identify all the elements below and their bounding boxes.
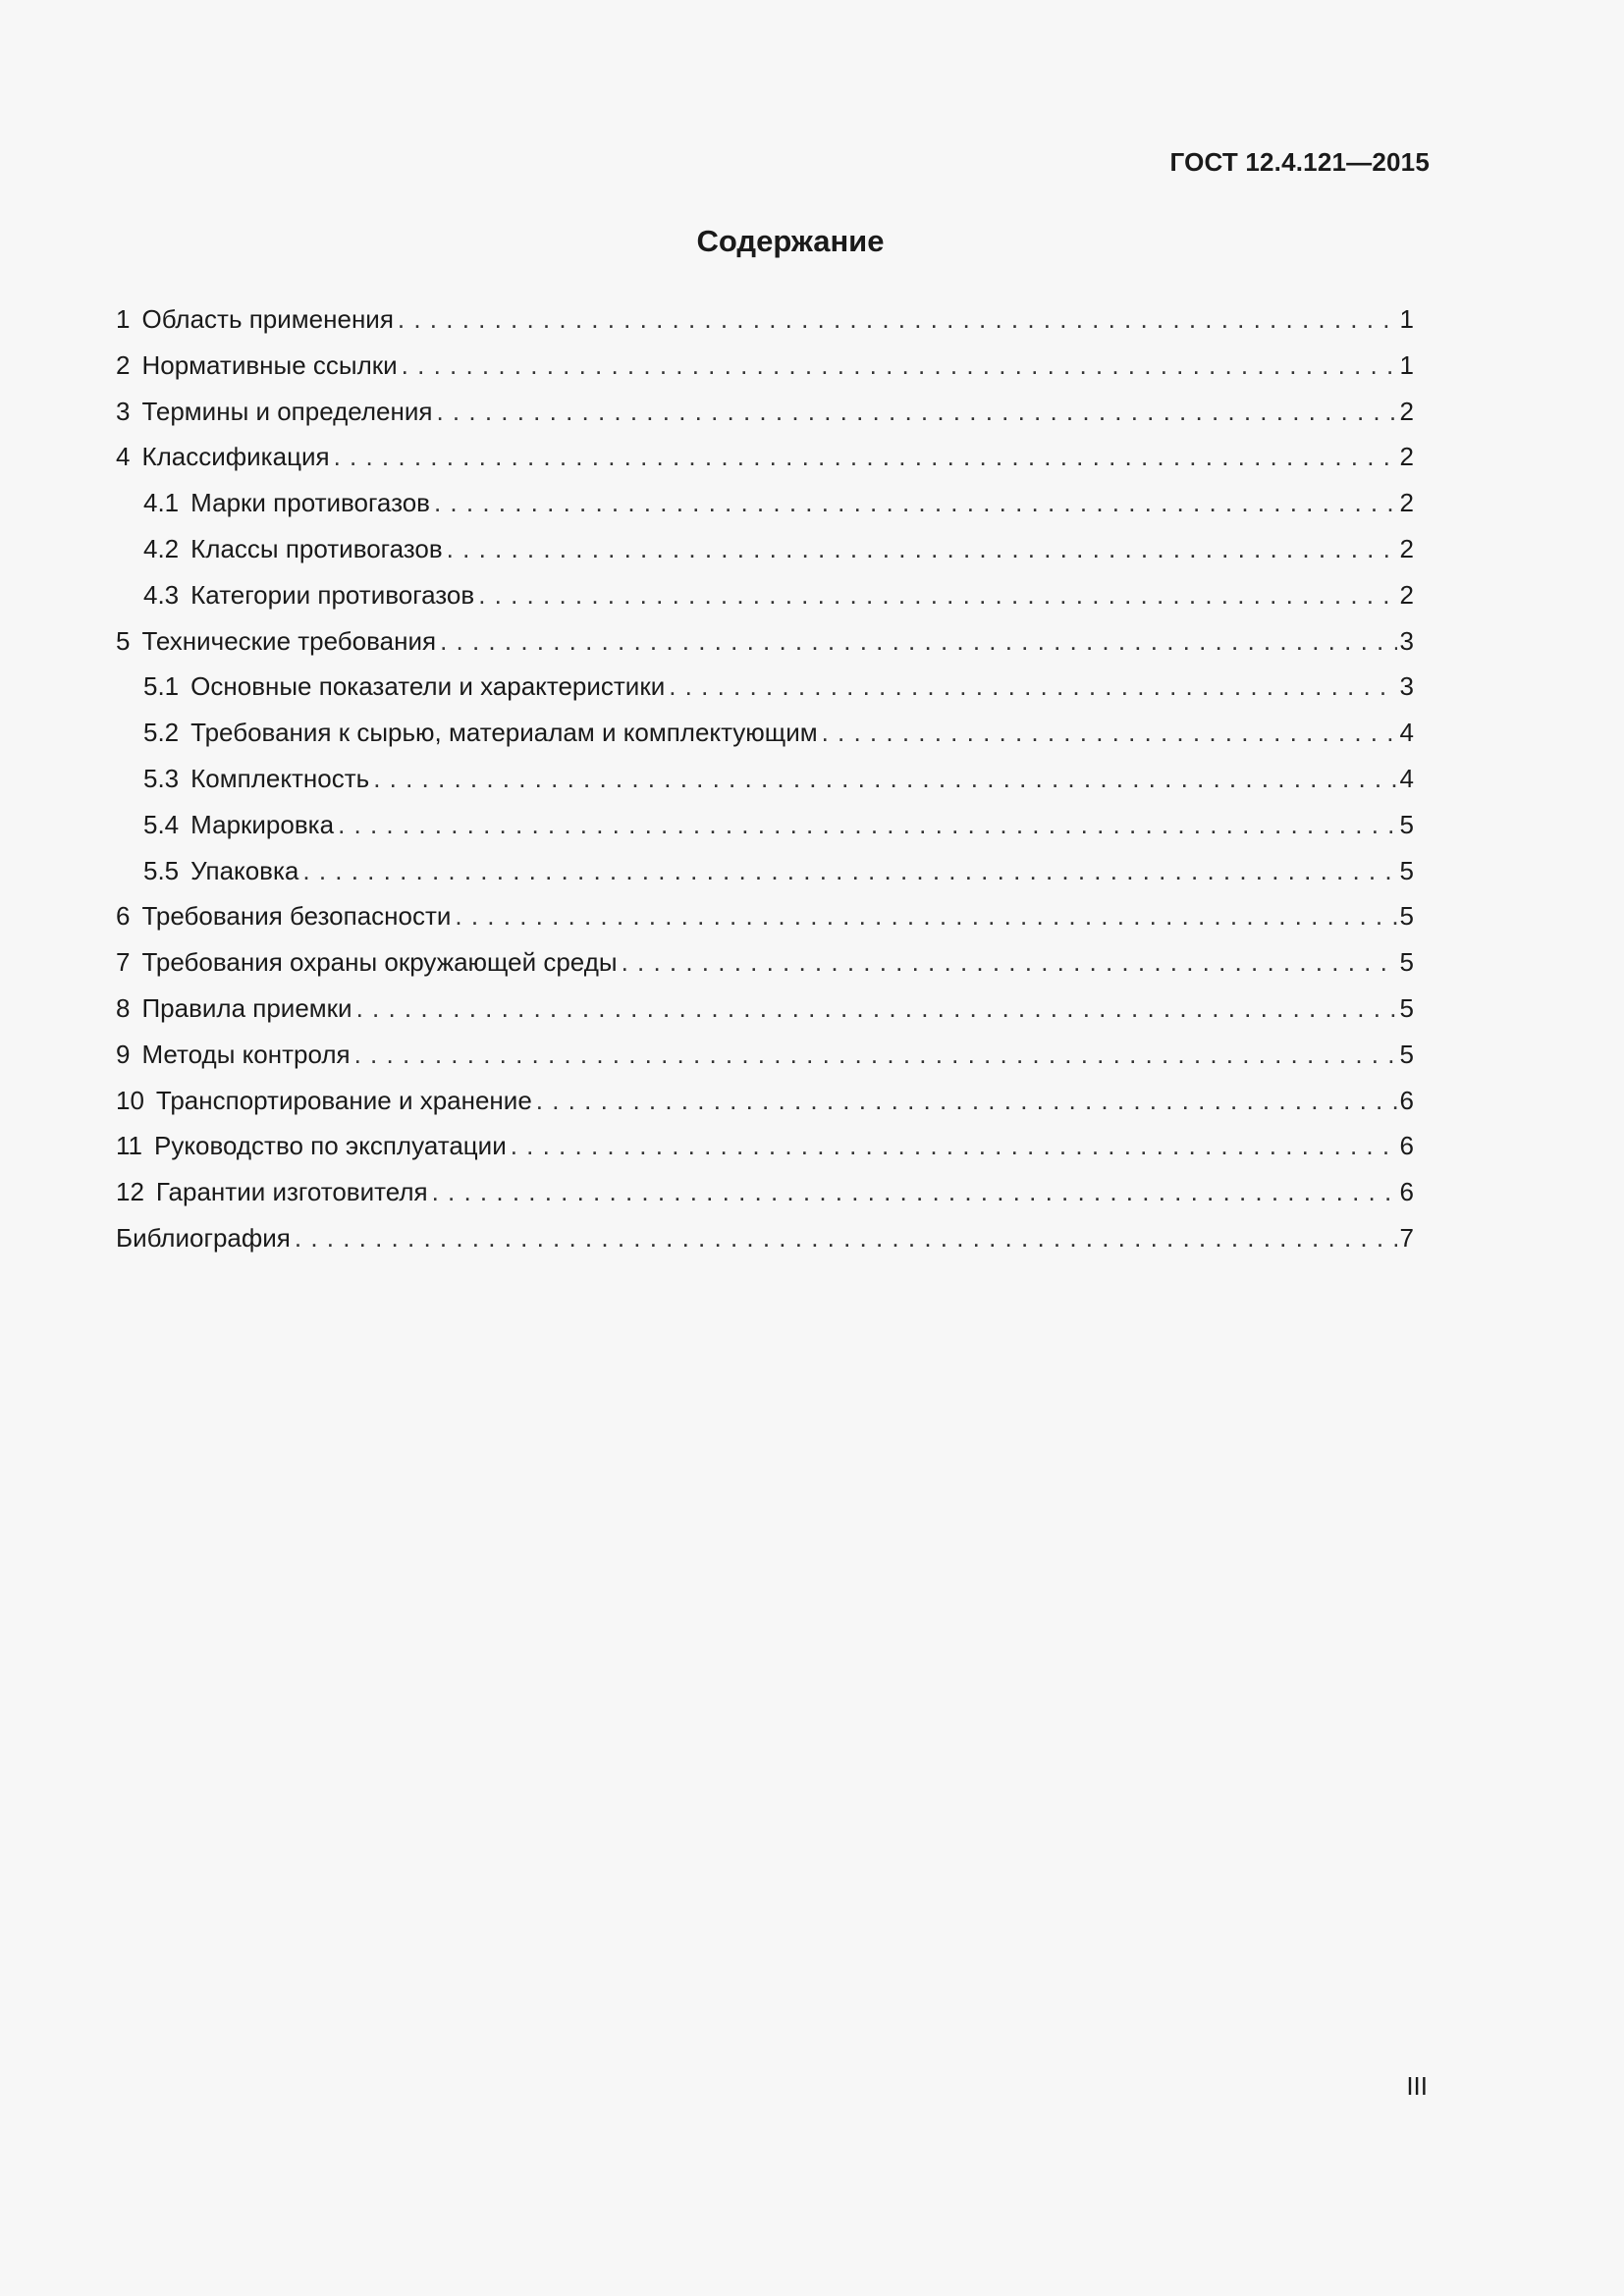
toc-entry-title: Правила приемки bbox=[141, 992, 352, 1023]
toc-entry-page: 3 bbox=[1399, 671, 1414, 702]
toc-entry-page: 5 bbox=[1399, 901, 1414, 932]
toc-dot-leader bbox=[334, 434, 1397, 480]
toc-dot-leader bbox=[622, 939, 1397, 986]
toc-entry[interactable] bbox=[116, 1032, 1414, 1078]
toc-entry-label bbox=[116, 986, 352, 1032]
toc-entry-title: Марки противогазов bbox=[190, 488, 430, 518]
toc-entry[interactable] bbox=[116, 1078, 1414, 1124]
toc-entry-label bbox=[143, 802, 334, 848]
toc-entry-number: 4.3 bbox=[143, 579, 180, 610]
toc-entry-number: 8 bbox=[116, 992, 131, 1023]
toc-entry[interactable] bbox=[116, 939, 1414, 986]
toc-entry-title: Требования к сырью, материалам и комплектующим bbox=[190, 718, 818, 748]
toc-dot-leader bbox=[434, 480, 1397, 526]
toc-entry-page: 5 bbox=[1399, 947, 1414, 978]
toc-entry-number: 1 bbox=[116, 304, 131, 334]
toc-entry[interactable] bbox=[116, 480, 1414, 526]
toc-entry[interactable] bbox=[116, 710, 1414, 756]
toc-entry-number: 5.4 bbox=[143, 809, 180, 839]
toc-entry-number: 4.2 bbox=[143, 533, 180, 563]
toc-entry-label bbox=[116, 618, 436, 665]
toc-entry-number: 5.5 bbox=[143, 855, 180, 885]
toc-dot-leader bbox=[295, 1215, 1397, 1261]
toc-entry-number: 7 bbox=[116, 947, 131, 978]
toc-entry-label bbox=[116, 939, 618, 986]
toc-entry-page: 4 bbox=[1399, 718, 1414, 748]
toc-entry[interactable] bbox=[116, 1169, 1414, 1215]
toc-entry-label bbox=[116, 1078, 532, 1124]
toc-entry-label bbox=[143, 848, 298, 894]
toc-entry[interactable] bbox=[116, 434, 1414, 480]
toc-entry-number: 2 bbox=[116, 349, 131, 380]
toc-entry-label bbox=[116, 343, 398, 389]
toc-entry[interactable] bbox=[116, 389, 1414, 435]
toc-entry[interactable] bbox=[116, 1123, 1414, 1169]
table-of-contents bbox=[116, 296, 1414, 1261]
toc-entry-label bbox=[116, 893, 451, 939]
toc-entry-title: Категории противогазов bbox=[190, 579, 475, 610]
toc-dot-leader bbox=[356, 986, 1397, 1032]
toc-entry-number: 11 bbox=[116, 1131, 142, 1161]
toc-entry-label bbox=[116, 1123, 507, 1169]
toc-dot-leader bbox=[354, 1032, 1397, 1078]
toc-title: Содержание bbox=[696, 224, 885, 258]
toc-entry-page: 6 bbox=[1399, 1177, 1414, 1207]
toc-dot-leader bbox=[455, 893, 1396, 939]
toc-entry-title: Основные показатели и характеристики bbox=[190, 671, 666, 702]
toc-entry[interactable] bbox=[116, 802, 1414, 848]
toc-dot-leader bbox=[398, 296, 1397, 343]
toc-dot-leader bbox=[373, 756, 1396, 802]
toc-entry-number: 4.1 bbox=[143, 488, 180, 518]
toc-entry[interactable] bbox=[116, 526, 1414, 572]
toc-dot-leader bbox=[511, 1123, 1397, 1169]
toc-entry[interactable] bbox=[116, 343, 1414, 389]
toc-entry-page: 4 bbox=[1399, 763, 1414, 793]
toc-entry-title: Классификация bbox=[141, 442, 330, 472]
toc-entry-page: 1 bbox=[1399, 304, 1414, 334]
toc-entry-label bbox=[143, 480, 430, 526]
toc-entry-label bbox=[116, 1215, 291, 1261]
toc-entry-page: 7 bbox=[1399, 1222, 1414, 1253]
toc-entry-page: 2 bbox=[1399, 442, 1414, 472]
toc-entry-page: 2 bbox=[1399, 396, 1414, 426]
toc-entry-label bbox=[143, 526, 443, 572]
toc-entry-title: Требования охраны окружающей среды bbox=[141, 947, 618, 978]
toc-dot-leader bbox=[440, 618, 1396, 665]
toc-dot-leader bbox=[669, 664, 1396, 710]
toc-entry[interactable] bbox=[116, 893, 1414, 939]
toc-entry-title: Руководство по эксплуатации bbox=[154, 1131, 507, 1161]
toc-entry-label bbox=[143, 572, 474, 618]
toc-entry-page: 5 bbox=[1399, 1039, 1414, 1069]
toc-dot-leader bbox=[402, 343, 1397, 389]
document-code: ГОСТ 12.4.121—2015 bbox=[1169, 147, 1430, 177]
toc-entry-page: 6 bbox=[1399, 1131, 1414, 1161]
toc-entry[interactable] bbox=[116, 664, 1414, 710]
toc-entry-number: 6 bbox=[116, 901, 131, 932]
toc-entry-label bbox=[143, 664, 665, 710]
toc-entry[interactable] bbox=[116, 572, 1414, 618]
toc-entry-title: Термины и определения bbox=[141, 396, 433, 426]
toc-entry-label bbox=[116, 1032, 351, 1078]
toc-entry-title: Методы контроля bbox=[141, 1039, 351, 1069]
toc-dot-leader bbox=[478, 572, 1396, 618]
toc-dot-leader bbox=[436, 389, 1396, 435]
toc-entry-title: Гарантии изготовителя bbox=[155, 1177, 428, 1207]
toc-entry-number: 4 bbox=[116, 442, 131, 472]
toc-dot-leader bbox=[536, 1078, 1397, 1124]
toc-entry-number: 5.2 bbox=[143, 718, 180, 748]
toc-entry-title: Транспортирование и хранение bbox=[155, 1085, 532, 1115]
toc-entry-label bbox=[116, 1169, 428, 1215]
toc-entry-title: Технические требования bbox=[141, 625, 437, 656]
toc-entry-number: 9 bbox=[116, 1039, 131, 1069]
toc-dot-leader bbox=[302, 848, 1396, 894]
toc-entry[interactable] bbox=[116, 1215, 1414, 1261]
toc-entry-page: 2 bbox=[1399, 488, 1414, 518]
toc-entry-title: Маркировка bbox=[190, 809, 335, 839]
toc-entry-page: 2 bbox=[1399, 533, 1414, 563]
toc-dot-leader bbox=[822, 710, 1397, 756]
toc-entry[interactable] bbox=[116, 296, 1414, 343]
toc-entry-title: Упаковка bbox=[190, 855, 299, 885]
toc-entry-page: 1 bbox=[1399, 349, 1414, 380]
toc-dot-leader bbox=[432, 1169, 1397, 1215]
toc-entry-title: Библиография bbox=[116, 1222, 291, 1253]
toc-entry-number: 10 bbox=[116, 1085, 144, 1115]
toc-entry-page: 3 bbox=[1399, 625, 1414, 656]
page-number: III bbox=[1406, 2071, 1428, 2101]
toc-entry-page: 6 bbox=[1399, 1085, 1414, 1115]
toc-dot-leader bbox=[338, 802, 1396, 848]
toc-entry-title: Область применения bbox=[141, 304, 394, 334]
toc-entry-title: Комплектность bbox=[190, 763, 370, 793]
toc-entry-title: Нормативные ссылки bbox=[141, 349, 398, 380]
toc-entry-number: 5 bbox=[116, 625, 131, 656]
toc-entry-label bbox=[143, 710, 818, 756]
toc-entry-number: 12 bbox=[116, 1177, 144, 1207]
toc-entry[interactable] bbox=[116, 986, 1414, 1032]
toc-entry-number: 3 bbox=[116, 396, 131, 426]
toc-entry[interactable] bbox=[116, 618, 1414, 665]
toc-entry-title: Классы противогазов bbox=[190, 533, 443, 563]
toc-entry-page: 5 bbox=[1399, 809, 1414, 839]
toc-entry-page: 5 bbox=[1399, 855, 1414, 885]
toc-dot-leader bbox=[447, 526, 1397, 572]
toc-entry-title: Требования безопасности bbox=[141, 901, 452, 932]
toc-entry-label bbox=[116, 389, 432, 435]
toc-entry-label bbox=[116, 296, 394, 343]
toc-entry-page: 5 bbox=[1399, 992, 1414, 1023]
toc-entry-number: 5.1 bbox=[143, 671, 180, 702]
toc-entry[interactable] bbox=[116, 756, 1414, 802]
toc-entry-page: 2 bbox=[1399, 579, 1414, 610]
toc-entry[interactable] bbox=[116, 848, 1414, 894]
toc-entry-number: 5.3 bbox=[143, 763, 180, 793]
toc-entry-label bbox=[116, 434, 330, 480]
toc-entry-label bbox=[143, 756, 369, 802]
